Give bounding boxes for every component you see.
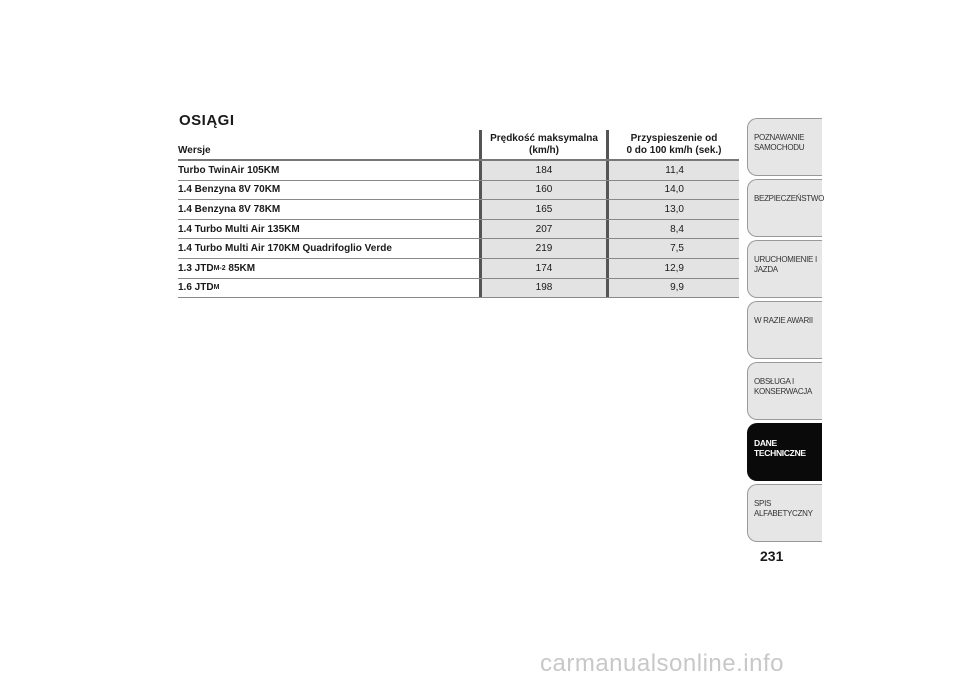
version-name: 1.4 Benzyna 8V 78KM <box>178 203 281 215</box>
cell-version <box>178 239 479 258</box>
version-subscript: M-2 <box>213 264 226 272</box>
table-header <box>178 130 739 161</box>
cell-acceleration <box>606 220 739 239</box>
cell-acceleration <box>606 239 739 258</box>
table-row <box>178 279 739 299</box>
table-row <box>178 181 739 201</box>
table-row <box>178 259 739 279</box>
max-speed-value: 165 <box>535 203 553 215</box>
version-name: Turbo TwinAir 105KM <box>178 164 280 176</box>
cell-max-speed <box>479 259 606 278</box>
acceleration-value: 8,4 <box>670 223 684 235</box>
cell-max-speed <box>479 220 606 239</box>
chapter-tabs <box>747 118 825 545</box>
chapter-tab[interactable]: POZNAWANIE SAMOCHODU <box>747 118 822 176</box>
page-number: 231 <box>760 548 784 564</box>
max-speed-value: 198 <box>535 282 553 294</box>
version-name: 1.6 JTD <box>178 282 214 294</box>
table-row <box>178 200 739 220</box>
cell-max-speed <box>479 239 606 258</box>
cell-version <box>178 161 479 180</box>
max-speed-value: 160 <box>535 184 553 196</box>
watermark: carmanualsonline.info <box>540 650 784 677</box>
cell-acceleration <box>606 161 739 180</box>
chapter-tab[interactable]: BEZPIECZEŃSTWO <box>747 179 822 237</box>
cell-max-speed <box>479 161 606 180</box>
acceleration-value: 13,0 <box>664 203 684 215</box>
acceleration-value: 14,0 <box>664 184 684 196</box>
chapter-tab[interactable]: SPIS ALFABETYCZNY <box>747 484 822 542</box>
acceleration-value: 11,4 <box>665 164 684 176</box>
cell-version <box>178 220 479 239</box>
cell-acceleration <box>606 200 739 219</box>
max-speed-value: 219 <box>535 243 553 255</box>
cell-version <box>178 279 479 298</box>
cell-max-speed <box>479 200 606 219</box>
chapter-tab[interactable]: URUCHOMIENIE I JAZDA <box>747 240 822 298</box>
acceleration-value: 7,5 <box>670 243 684 255</box>
header-acceleration: Przyspieszenie od 0 do 100 km/h (sek.) <box>606 130 739 159</box>
max-speed-value: 174 <box>535 262 553 274</box>
max-speed-value: 184 <box>535 164 553 176</box>
version-subscript: M <box>213 284 220 292</box>
header-max-speed: Prędkość maksymalna (km/h) <box>479 130 606 159</box>
table-row <box>178 161 739 181</box>
cell-version <box>178 259 479 278</box>
version-name: 1.4 Turbo Multi Air 170KM Quadrifoglio Verde <box>178 243 392 255</box>
cell-version <box>178 200 479 219</box>
table-row <box>178 239 739 259</box>
version-name: 1.4 Turbo Multi Air 135KM <box>178 223 300 235</box>
cell-acceleration <box>606 259 739 278</box>
chapter-tab[interactable]: DANE TECHNICZNE <box>747 423 822 481</box>
table-row <box>178 220 739 240</box>
chapter-tab[interactable]: W RAZIE AWARII <box>747 301 822 359</box>
cell-max-speed <box>479 181 606 200</box>
cell-acceleration <box>606 181 739 200</box>
version-suffix: 85KM <box>225 262 256 274</box>
acceleration-value: 12,9 <box>664 262 684 274</box>
cell-version <box>178 181 479 200</box>
max-speed-value: 207 <box>535 223 553 235</box>
version-name: 1.3 JTD <box>178 262 214 274</box>
header-version: Wersje <box>178 145 211 156</box>
cell-max-speed <box>479 279 606 298</box>
performance-table <box>178 130 739 298</box>
acceleration-value: 9,9 <box>670 282 684 294</box>
table-body <box>178 161 739 298</box>
section-title: OSIĄGI <box>179 112 235 129</box>
version-name: 1.4 Benzyna 8V 70KM <box>178 184 281 196</box>
cell-acceleration <box>606 279 739 298</box>
chapter-tab[interactable]: OBSŁUGA I KONSERWACJA <box>747 362 822 420</box>
